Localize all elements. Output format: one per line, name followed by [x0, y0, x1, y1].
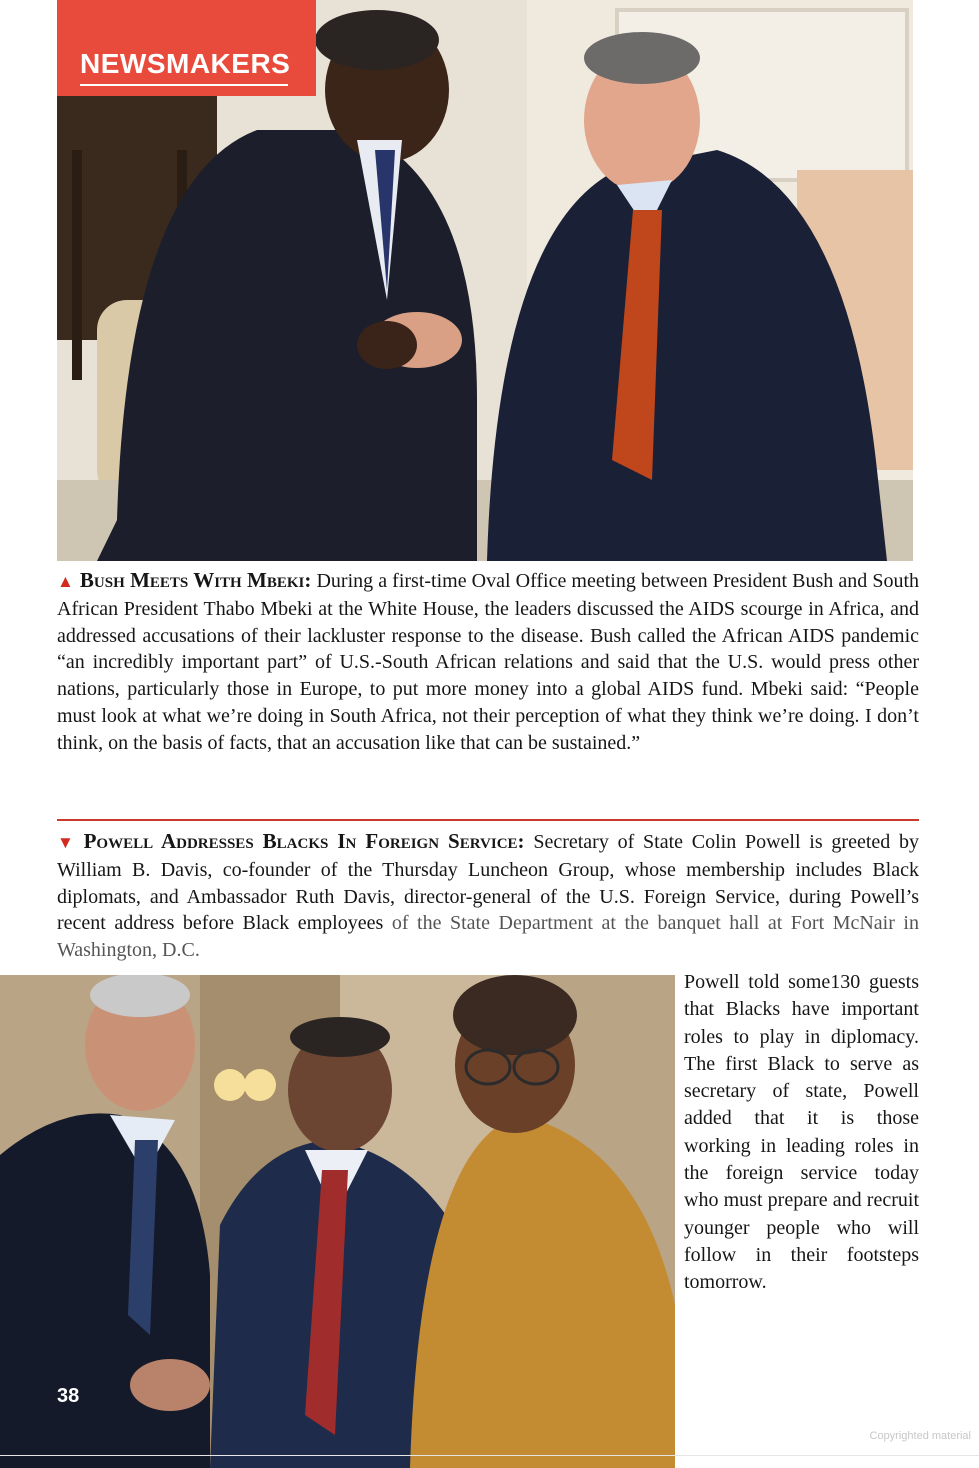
bottom-rule: [0, 1455, 979, 1456]
story2-body-last-line: of the State Department at the banquet hall at Fort McNair in Washington, D.C.: [57, 912, 919, 962]
section-tag-underline: [80, 84, 288, 86]
triangle-up-icon: ▲: [57, 572, 74, 591]
section-tag: [57, 0, 316, 96]
story1-body: During a first-time Oval Office meeting between President Bush and South African President Thabo Mbeki at the White House, the leaders discussed the AIDS scourge in Africa, and addressed accusations of their lackluster response to the disease. Bush called the African AIDS pandemic “an incredibly important part” of U.S.-South African relations and said that the U.S. would press other nations, particularly those in Europe, to put more money into a global AIDS fund. Mbeki said: “People must look at what we’re doing in South Africa, not their perception of what they think we’re doing. I don’t think, on the basis of facts, that an accusation like that can be sustained.”: [57, 570, 920, 754]
section-divider: [57, 819, 919, 821]
story2-continued: Powell told some130 guests that Blacks have important roles to play in diplomacy. The first Black to serve as secretary of state, Powell added that it is those working in leading roles in the foreign service today who must prepare and recruit younger people who will follow in their footsteps tomorrow.: [684, 971, 919, 1294]
triangle-down-icon: ▼: [57, 833, 78, 852]
page-number: 38: [57, 1385, 80, 1407]
story1-headline: Bush Meets With Mbeki:: [79, 568, 312, 592]
story1-caption: [57, 567, 919, 757]
story2-caption: [57, 828, 919, 964]
section-label: NEWSMAKERS: [80, 48, 291, 79]
copyright-watermark: Copyrighted material: [869, 1430, 971, 1442]
bottom-photo: [0, 975, 675, 1468]
story2-body: Secretary of State Colin Powell is greeted by William B. Davis, co-founder of the Thursday Luncheon Group, whose membership includes Black diplomats, and Ambassador Ruth Davis, director-general of the U.S. Foreign Service, during Powell’s recent address before Black employees: [57, 831, 920, 935]
story2-headline: Powell Addresses Blacks In Foreign Service:: [83, 829, 525, 853]
